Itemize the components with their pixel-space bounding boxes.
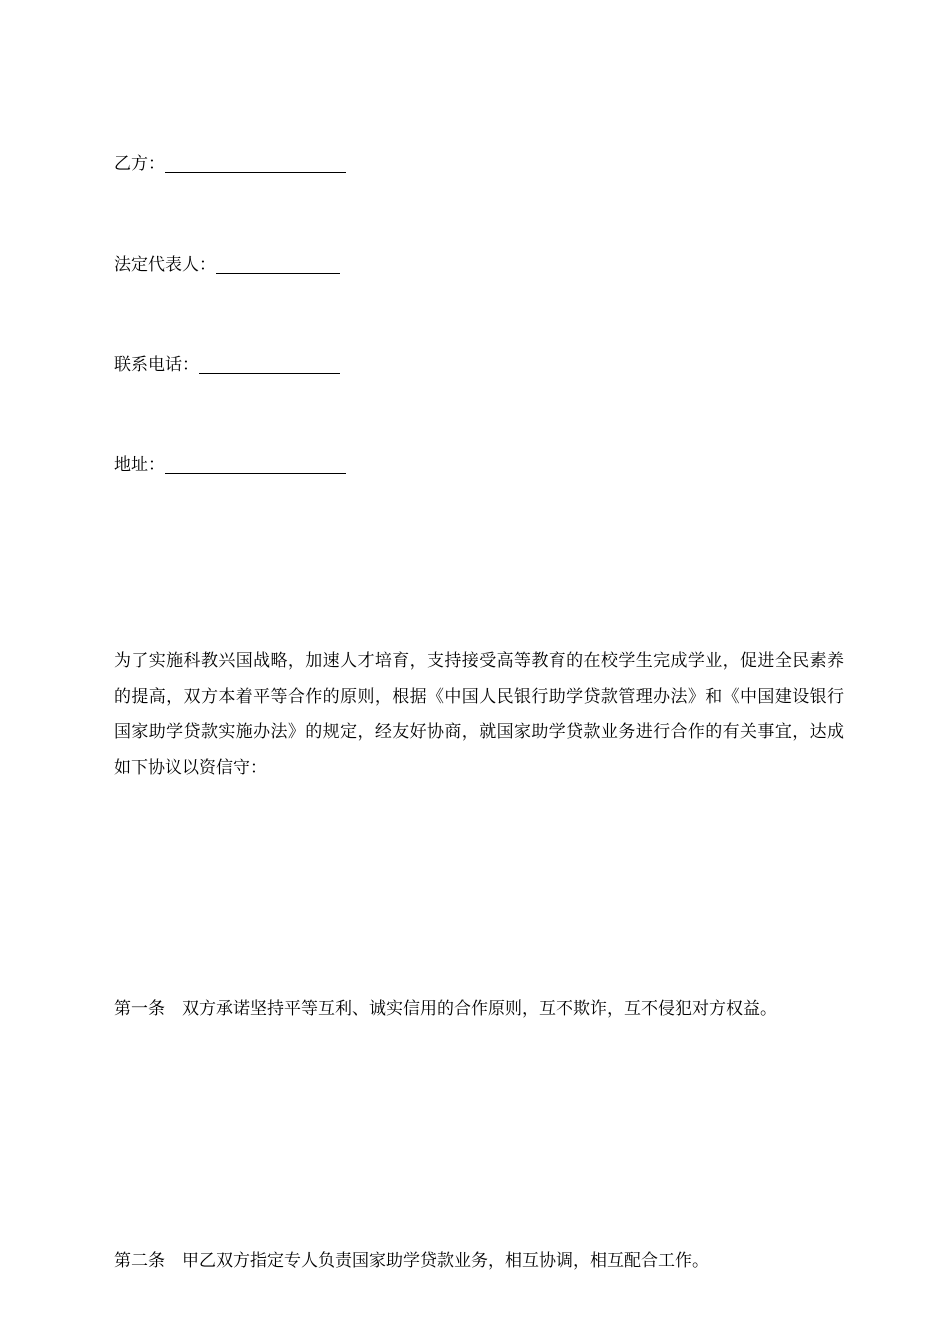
address-blank-line [165,455,346,474]
phone-label: 联系电话： [114,355,199,375]
legal-representative-field [114,253,340,277]
phone-blank-line [199,355,340,374]
article-1: 第一条 双方承诺坚持平等互利、诚实信用的合作原则，互不欺诈，互不侵犯对方权益。 [114,999,777,1019]
phone-field [114,353,340,377]
article-2: 第二条 甲乙双方指定专人负责国家助学贷款业务，相互协调，相互配合工作。 [114,1251,709,1271]
legal-representative-label: 法定代表人： [114,255,216,275]
party-b-label: 乙方： [114,154,165,174]
party-b-field [114,152,346,176]
address-label: 地址： [114,455,165,475]
intro-paragraph: 为了实施科教兴国战略，加速人才培育，支持接受高等教育的在校学生完成学业，促进全民素养的提高，双方本着平等合作的原则，根据《中国人民银行助学贷款管理办法》和《中国建设银行国家助学贷款实施办法》的规定，经友好协商，就国家助学贷款业务进行合作的有关事宜，达成如下协议以资信守： [114,651,844,778]
address-field [114,453,346,477]
legal-representative-blank-line [216,255,340,274]
party-b-blank-line [165,154,346,173]
